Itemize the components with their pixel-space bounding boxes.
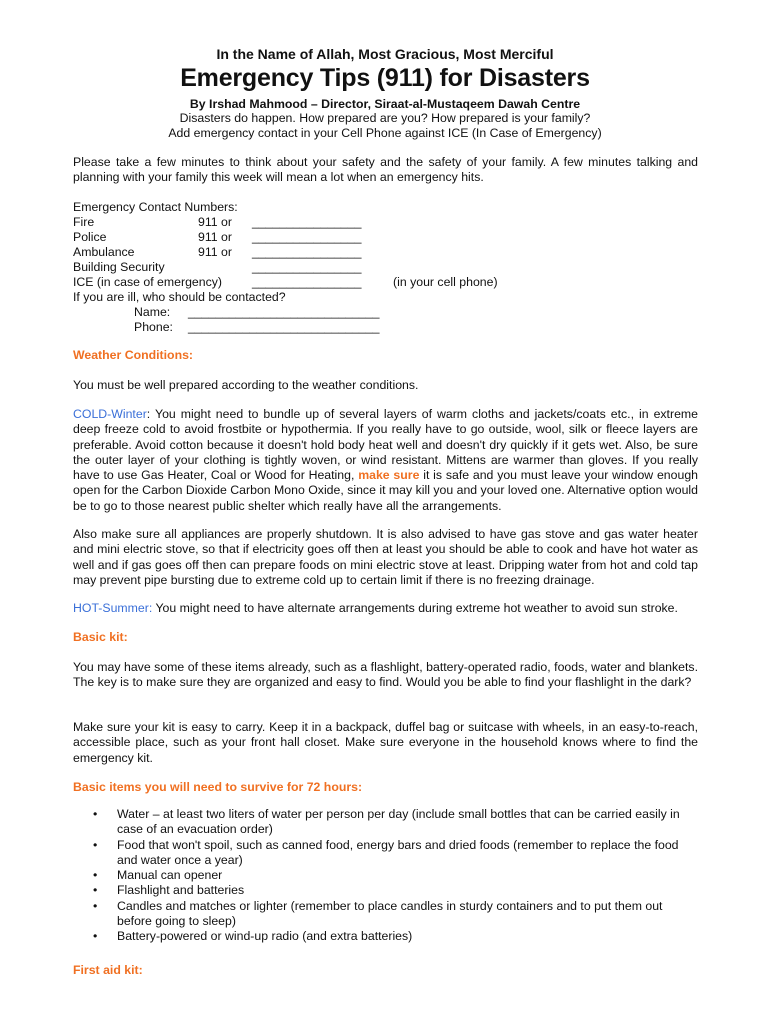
basic-kit-paragraph-2: Make sure your kit is easy to carry. Keep it in a backpack, duffel bag or suitcase with wheels, in an easy-to-reach, accessible place, such as your front hall closet. Make sure everyone in the household knows where to find the emergency kit. [73,720,698,765]
contact-building-blank[interactable]: ________________ [252,260,362,274]
cold-winter-paragraph [73,407,698,514]
contact-fire-label: Fire [73,215,95,229]
list-item [73,929,698,944]
cold-winter-text-a: : You might need to bundle up of several layers of warm cloths and jackets/coats etc., in extreme deep freeze cold to avoid frostbite or hypothermia. If you really have to go outside, wool, silk or fleece layers are preferable. Avoid cotton because it doesn't hold body heat well and doesn't dry quickly if it gets wet. Also, be sure the outer layer of your clothing is tightly woven, or wind resistant. Mittens are warmer than gloves. If you really have to use Gas Heater, Coal or Wood for Heating, [73,407,698,483]
contact-ambulance-blank[interactable]: ________________ [252,245,362,259]
ill-name-blank[interactable]: ____________________________ [188,305,380,319]
basic-kit-heading: Basic kit: [73,630,128,644]
list-item [73,807,698,838]
make-sure-emphasis: make sure [358,468,420,483]
contact-ambulance-label: Ambulance [73,245,135,259]
ill-phone-label: Phone: [134,320,173,334]
list-item-text: Water – at least two liters of water per person per day (include small bottles that can be carried easily in case of an evacuation order) [117,807,680,837]
ill-question: If you are ill, who should be contacted? [73,290,286,304]
bullet-icon: • [93,929,98,944]
appliances-paragraph: Also make sure all appliances are properly shutdown. It is also advised to have gas stove and gas water heater and mini electric stove, so that if electricity goes off then at least you should be able to cook and have hot water as well and if gas goes off then can prepare foods on mini electric stove at least. Dripping water from hot and cold tap may prevent pipe bursting due to extreme cold up to certain limit if there is no freezing drainage. [73,527,698,587]
contact-ice-blank[interactable]: ________________ [252,275,362,289]
ill-phone-blank[interactable]: ____________________________ [188,320,380,334]
tagline-ice: Add emergency contact in your Cell Phone against ICE (In Case of Emergency) [168,126,602,140]
list-item [73,883,698,898]
cold-winter-text-b: it is safe and you must leave your window enough open for the Carbon Dioxide Carbon Mono Oxide, since it may kill you and your loved one. Alternative option would be to go to those nearest public shelter which really have all the arrangements. [73,468,699,513]
bullet-icon: • [93,883,98,898]
contact-ice-label: ICE (in case of emergency) [73,275,222,289]
basic-kit-paragraph-1: You may have some of these items already, such as a flashlight, battery-operated radio, foods, water and blankets. The key is to make sure they are organized and easy to find. Would you be able to find your flashlight in the dark? [73,660,698,690]
hot-summer-label: HOT-Summer: [73,601,153,615]
list-item-text: Manual can opener [117,868,223,883]
contact-police-blank[interactable]: ________________ [252,230,362,244]
contact-fire-911: 911 or [198,215,232,229]
first-aid-heading: First aid kit: [73,963,143,977]
list-item-text: Food that won't spoil, such as canned food, energy bars and dried foods (remember to replace the food and water once a year) [117,837,679,867]
contact-ambulance-911: 911 or [198,245,232,259]
intro-paragraph: Please take a few minutes to think about your safety and the safety of your family. A few minutes talking and planning with your family this week will mean a lot when an emergency hits. [73,155,698,185]
tagline-questions: Disasters do happen. How prepared are you? How prepared is your family? [179,111,591,125]
list-item [73,899,698,930]
hot-summer-paragraph [73,601,698,616]
list-item [73,868,698,883]
survive-heading: Basic items you will need to survive for 72 hours: [73,780,363,794]
contact-fire-blank[interactable]: ________________ [252,215,362,229]
contact-police-label: Police [73,230,107,244]
weather-heading: Weather Conditions: [73,348,194,362]
bullet-icon: • [93,898,98,913]
cold-winter-label: COLD-Winter [73,407,147,421]
ill-name-label: Name: [134,305,171,319]
hot-summer-text: You might need to have alternate arrangements during extreme hot weather to avoid sun stroke. [152,601,678,615]
list-item-text: Battery-powered or wind-up radio (and extra batteries) [117,929,413,944]
survive-items-list [73,807,698,945]
author-line: By Irshad Mahmood – Director, Siraat-al-Mustaqeem Dawah Centre [189,97,581,111]
document-title: Emergency Tips (911) for Disasters [180,64,590,92]
weather-intro: You must be well prepared according to the weather conditions. [73,378,419,392]
list-item [73,838,698,869]
bismillah-line: In the Name of Allah, Most Gracious, Most Merciful [216,46,554,62]
list-item-text: Candles and matches or lighter (remember to place candles in sturdy containers and to put them out before going to sleep) [117,898,663,929]
bullet-icon: • [93,807,98,821]
list-item-text: Flashlight and batteries [117,883,245,898]
bullet-icon: • [93,837,98,852]
contacts-heading: Emergency Contact Numbers: [73,200,238,214]
contact-police-911: 911 or [198,230,232,244]
bullet-icon: • [93,868,98,883]
contact-ice-note: (in your cell phone) [393,275,498,289]
contact-building-label: Building Security [73,260,165,274]
